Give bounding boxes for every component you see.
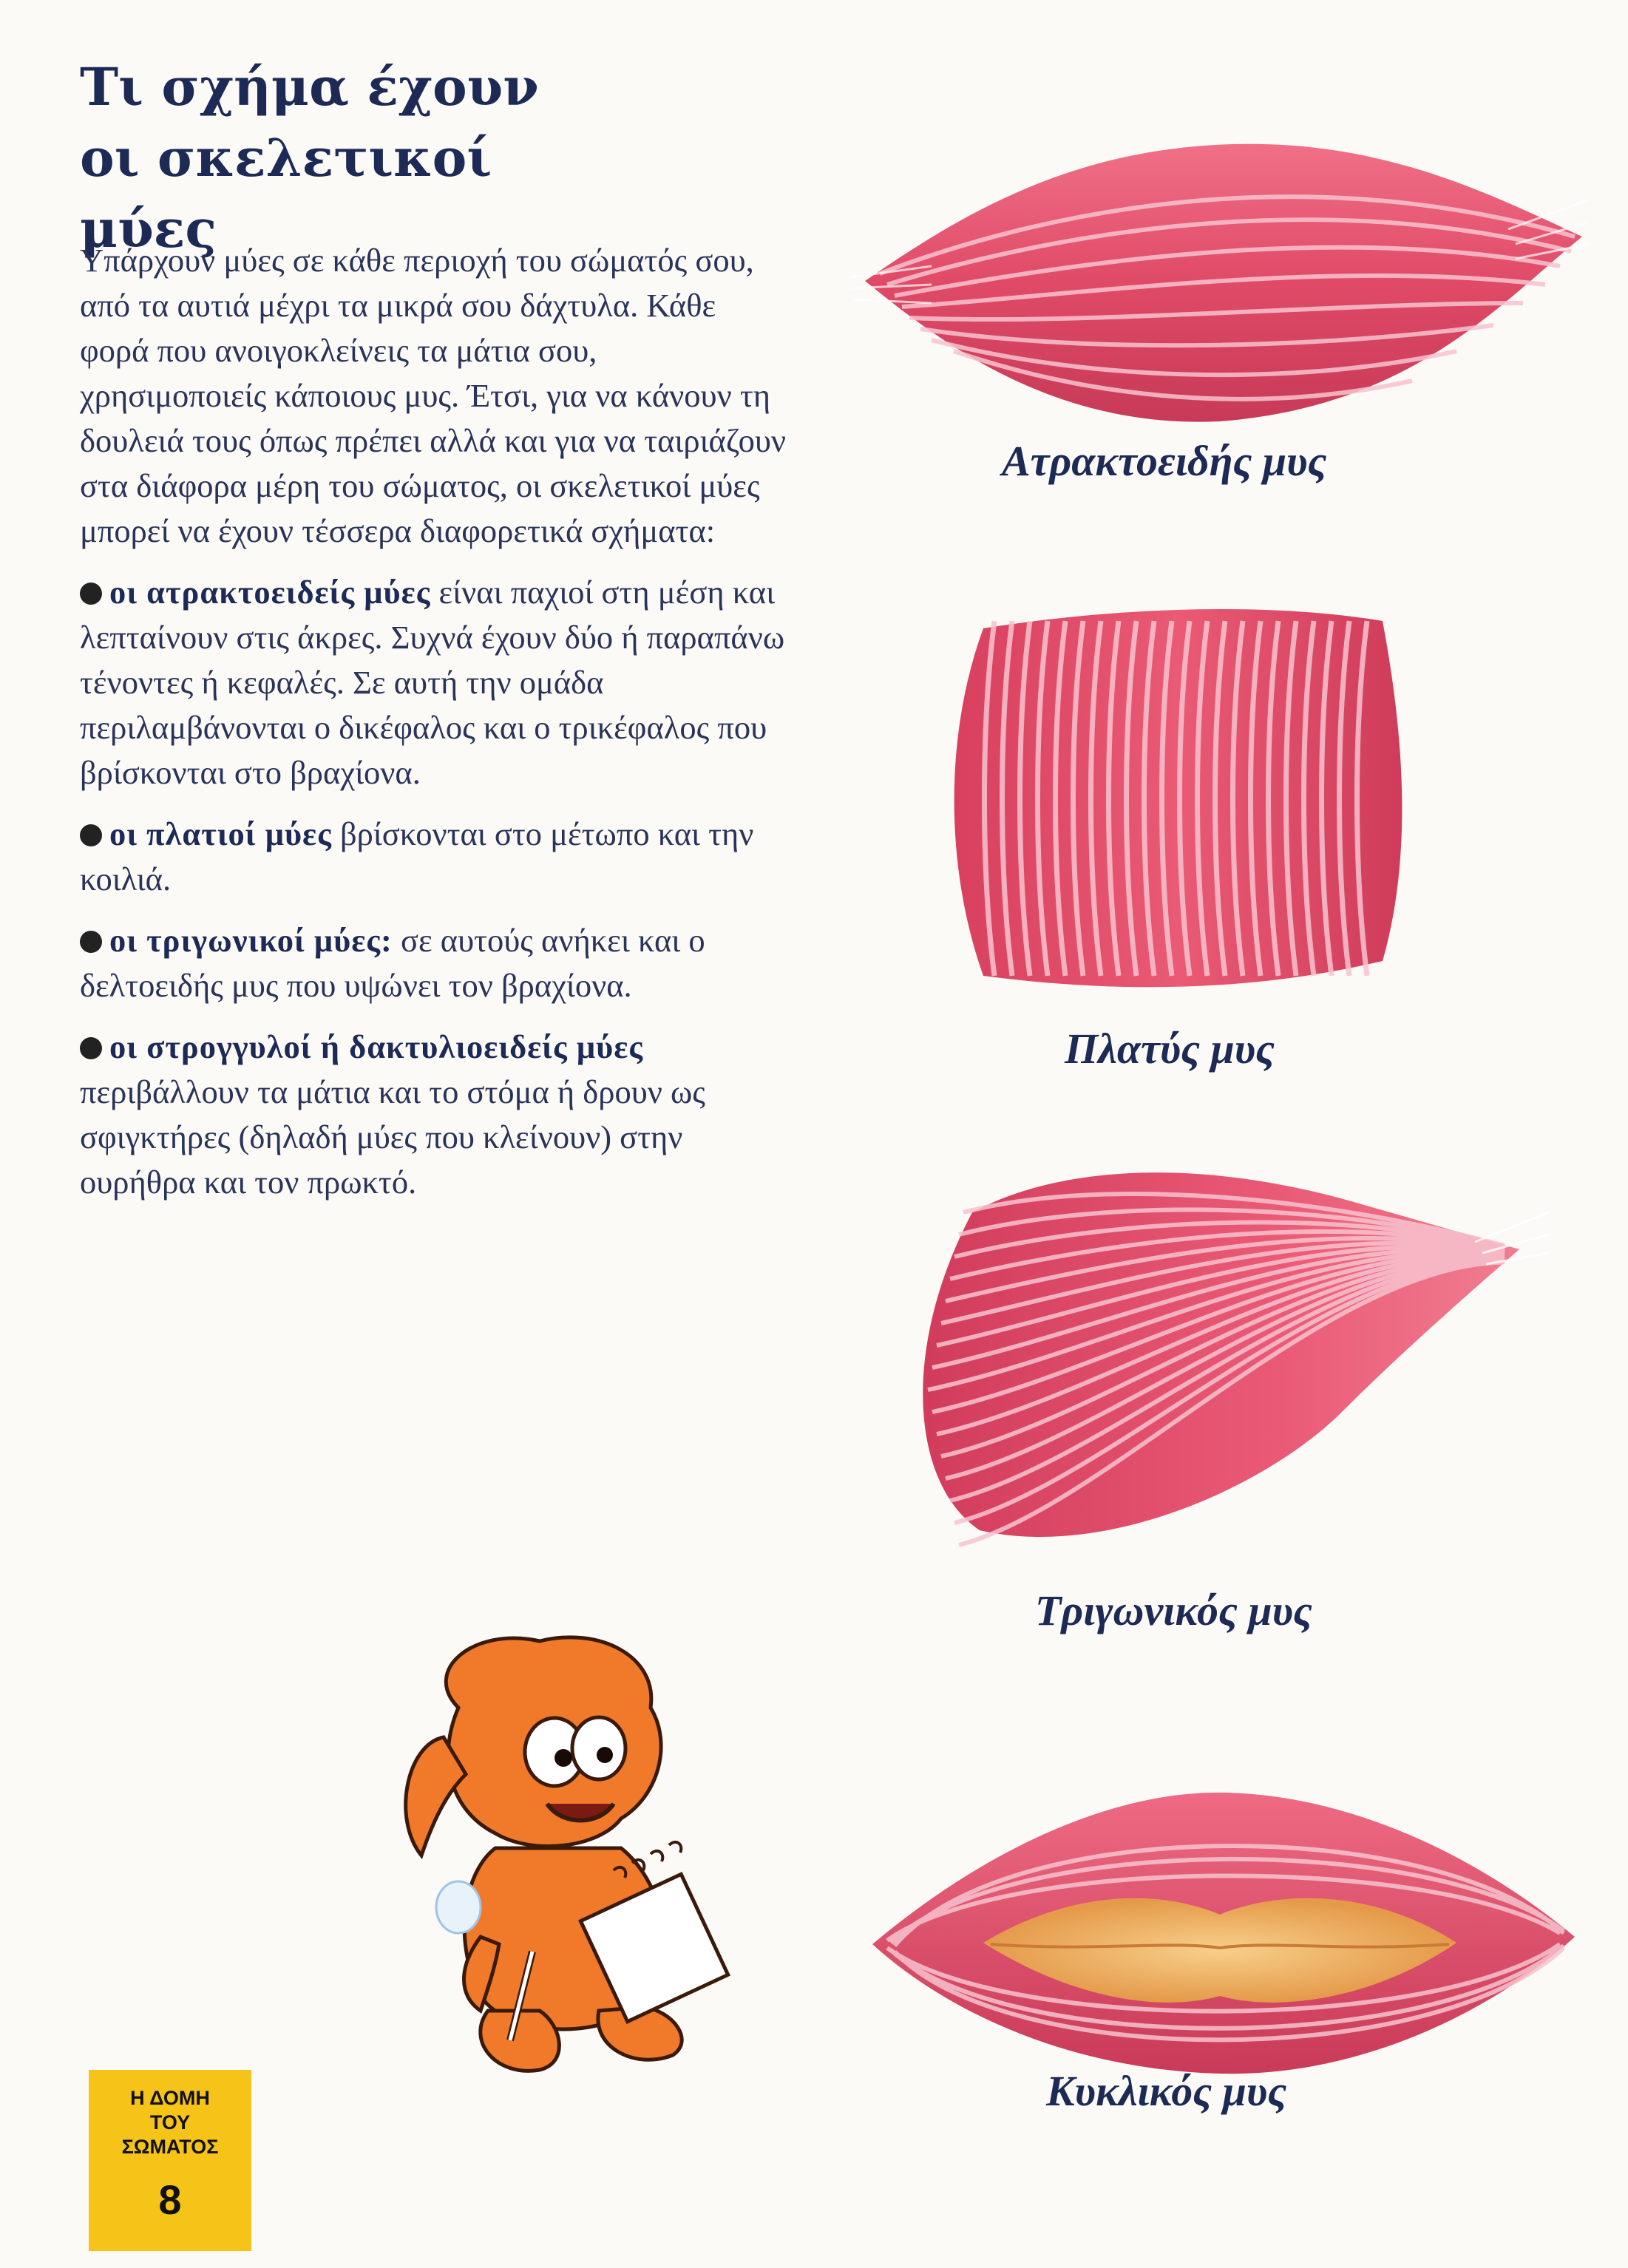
- bullet-flat: [80, 812, 790, 902]
- section-label-line: ΣΩΜΑΤΟΣ: [121, 2136, 219, 2158]
- section-label-line: ΤΟΥ: [149, 2111, 191, 2133]
- page-title-line-2: οι σκελετικοί μύες: [80, 127, 492, 259]
- bullet-circular: [80, 1025, 790, 1205]
- circular-muscle-illustration: [858, 1774, 1582, 2085]
- bullet-text: βρίσκονται στο μέτωπο και την κοιλιά.: [80, 815, 754, 897]
- bullet-icon: [80, 931, 102, 953]
- bullet-icon: [80, 824, 102, 846]
- page-title: [80, 52, 642, 265]
- bullet-term: οι στρογγυλοί ή δακτυλιοειδείς μύες: [109, 1028, 643, 1065]
- caption-fusiform: Ατρακτοειδής μυς: [1002, 437, 1327, 485]
- bullet-text: είναι παχιοί στη μέση και λεπταίνουν στις άκρες. Συχνά έχουν δύο ή παραπάνω τένοντες ή κεφαλές. Σε αυτή την ομάδα περιλαμβάνονται ο δικέφαλος και ο τρικέφαλος που βρίσκονται στο βραχίονα.: [80, 574, 785, 791]
- body-text: [80, 238, 790, 1221]
- mascot-illustration: [377, 1626, 762, 2085]
- bullet-text: περιβάλλουν τα μάτια και το στόμα ή δρουν ως σφιγκτήρες (δηλαδή μύες που κλείνουν) στην ουρήθρα και τον πρωκτό.: [80, 1073, 705, 1201]
- fusiform-muscle-illustration: [850, 126, 1590, 436]
- caption-triangular: Τριγωνικός μυς: [1035, 1586, 1312, 1634]
- bullet-text: σε αυτούς ανήκει και ο δελτοειδής μυς που υψώνει τον βραχίονα.: [80, 922, 705, 1004]
- bullet-term: οι πλατιοί μύες: [109, 815, 332, 852]
- section-label: [89, 2086, 251, 2159]
- bullet-icon: [80, 583, 102, 605]
- bullet-triangular: [80, 918, 790, 1008]
- bullet-term: οι τριγωνικοί μύες:: [109, 922, 393, 959]
- section-footer: [89, 2070, 251, 2251]
- page-number: 8: [158, 2176, 182, 2223]
- bullet-icon: [80, 1037, 102, 1059]
- page-title-line-1: Τι σχήμα έχουν: [80, 56, 539, 118]
- caption-flat: Πλατύς μυς: [1065, 1025, 1275, 1073]
- bullet-term: οι ατρακτοειδείς μύες: [109, 574, 431, 611]
- triangular-muscle-illustration: [883, 1131, 1549, 1575]
- bullet-fusiform: [80, 570, 790, 795]
- intro-paragraph: Υπάρχουν μύες σε κάθε περιοχή του σώματός σου, από τα αυτιά μέχρι τα μικρά σου δάχτυλα. Κάθε φορά που ανοιγοκλείνεις τα μάτια σου, χρησιμοποιείς κάποιους μυς. Έτσι, για να κάνουν τη δουλειά τους όπως πρέπει αλλά και για να ταιριάζουν στα διάφορα μέρη του σώματος, οι σκελετικοί μύες μπορεί να έχουν τέσσερα διαφορετικά σχήματα:: [80, 242, 787, 549]
- caption-circular: Κυκλικός μυς: [1046, 2067, 1287, 2115]
- flat-muscle-illustration: [939, 591, 1412, 1005]
- section-label-line: Η ΔΟΜΗ: [130, 2087, 210, 2109]
